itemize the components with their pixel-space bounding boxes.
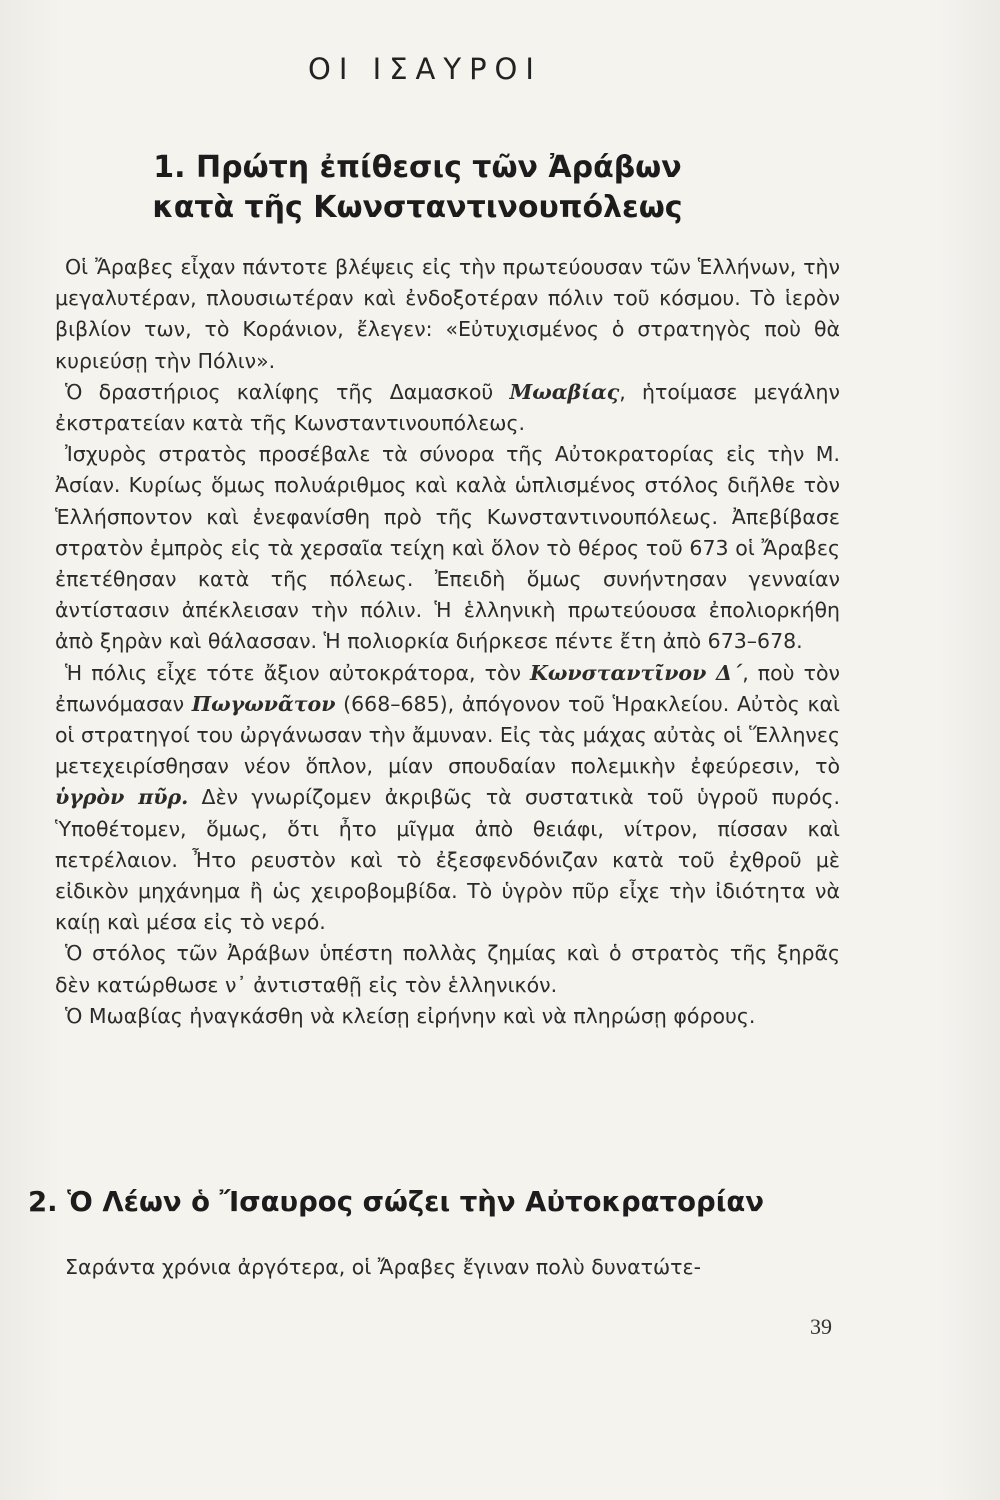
paragraph: Ἰσχυρὸς στρατὸς προσέβαλε τὰ σύνορα τῆς Αὐτοκρατορίας εἰς τὴν Μ. Ἀσίαν. Κυρίως ὅμως πολυάριθμος καὶ καλὰ ὡπλισμένος στόλος διῆλθε τὸν Ἑλλήσποντον καὶ ἐνεφανίσθη πρὸ τῆς Κωνσταντινουπόλεως. Ἀπεβίβασε στρατὸν ἐμπρὸς εἰς τὰ χερσαῖα τείχη καὶ ὅλον τὸ θέρος τοῦ 673 οἱ Ἄραβες ἐπετέθησαν κατὰ τῆς πόλεως. Ἐπειδὴ ὅμως συνήντησαν γενναίαν ἀντίστασιν ἀπέκλεισαν τὴν πόλιν. Ἡ ἑλληνικὴ πρωτεύουσα ἐπολιορκήθη ἀπὸ ξηρὰν καὶ θάλασσαν. Ἡ πολιορκία διήρκεσε πέντε ἔτη ἀπὸ 673–678. xyxy=(55,442,840,654)
text-run: , ἡτοίμασε μεγάλην ἐκστρατείαν κατὰ τῆς Κωνσταντινουπόλεως. xyxy=(55,379,840,436)
section-2-body xyxy=(55,1252,840,1283)
paragraph xyxy=(55,377,840,439)
paragraph: Ὁ Μωαβίας ἠναγκάσθη νὰ κλείσῃ εἰρήνην καὶ νὰ πληρώσῃ φόρους. xyxy=(65,1003,756,1028)
section-1-heading xyxy=(0,148,835,228)
section-1-heading-line-2: κατὰ τῆς Κωνσταντινουπόλεως xyxy=(152,190,683,225)
text-run: Ὁ δραστήριος καλίφης τῆς Δαμασκοῦ xyxy=(65,379,510,404)
page-number: 39 xyxy=(810,1314,832,1339)
emphasized-name: Μωαβίας xyxy=(509,379,620,404)
emphasized-term: ὑγρὸν πῦρ. xyxy=(55,785,189,810)
emphasized-name: Πωγωνᾶτον xyxy=(191,691,336,716)
text-run: Ἡ πόλις εἶχε τότε ἄξιον αὐτοκράτορα, τὸν xyxy=(65,660,531,685)
text-run: , ποὺ τὸν ἐπωνόμασαν xyxy=(55,660,840,716)
section-2-heading: 2. Ὁ Λέων ὁ Ἴσαυρος σώζει τὴν Αὐτοκρατορίαν xyxy=(28,1186,765,1218)
section-1-heading-line-1: 1. Πρώτη ἐπίθεσις τῶν Ἀράβων xyxy=(153,150,682,185)
paragraph xyxy=(55,658,840,939)
paragraph: Σαράντα χρόνια ἀργότερα, οἱ Ἄραβες ἔγιναν πολὺ δυνατώτε- xyxy=(65,1255,701,1279)
paragraph: Οἱ Ἄραβες εἶχαν πάντοτε βλέψεις εἰς τὴν πρωτεύουσαν τῶν Ἑλλήνων, τὴν μεγαλυτέραν, πλουσιωτέραν καὶ ἐνδοξοτέραν πόλιν τοῦ κόσμου. Τὸ ἱερὸν βιβλίον των, τὸ Κοράνιον, ἔλεγεν: «Εὐτυχισμένος ὁ στρατηγὸς ποὺ θὰ κυριεύσῃ τὴν Πόλιν». xyxy=(55,255,840,373)
chapter-title: ΟΙ ΙΣΑΥΡΟΙ xyxy=(308,52,542,86)
paragraph: Ὁ στόλος τῶν Ἀράβων ὑπέστη πολλὰς ζημίας καὶ ὁ στρατὸς τῆς ξηρᾶς δὲν κατώρθωσε ν᾽ ἀντισταθῇ εἰς τὸν ἑλληνικόν. xyxy=(55,941,840,997)
text-run: Δὲν γνωρίζομεν ἀκριβῶς τὰ συστατικὰ τοῦ ὑγροῦ πυρός. Ὑποθέτομεν, ὅμως, ὅτι ἦτο μῖγμα ἀπὸ θειάφι, νίτρον, πίσσαν καὶ πετρέλαιον. Ἦτο ρευστὸν καὶ τὸ ἐξεσφενδόνιζαν κατὰ τοῦ ἐχθροῦ μὲ εἰδικὸν μηχάνημα ἢ ὡς χειροβομβίδα. Τὸ ὑγρὸν πῦρ εἶχε τὴν ἰδιότητα νὰ καίῃ καὶ μέσα εἰς τὸ νερό. xyxy=(55,785,840,935)
text-run: (668–685), ἀπόγονον τοῦ Ἡρακλείου. Αὐτὸς καὶ οἱ στρατηγοί του ὠργάνωσαν τὴν ἄμυναν. Εἰς τὰς μάχας αὐτὰς οἱ Ἕλληνες μετεχειρίσθησαν νέον ὅπλον, μίαν σπουδαίαν πολεμικὴν ἐφεύρεσιν, τὸ xyxy=(55,691,840,779)
emphasized-name: Κωνσταντῖνον Δ΄ xyxy=(530,660,743,685)
section-1-body xyxy=(55,252,840,1032)
